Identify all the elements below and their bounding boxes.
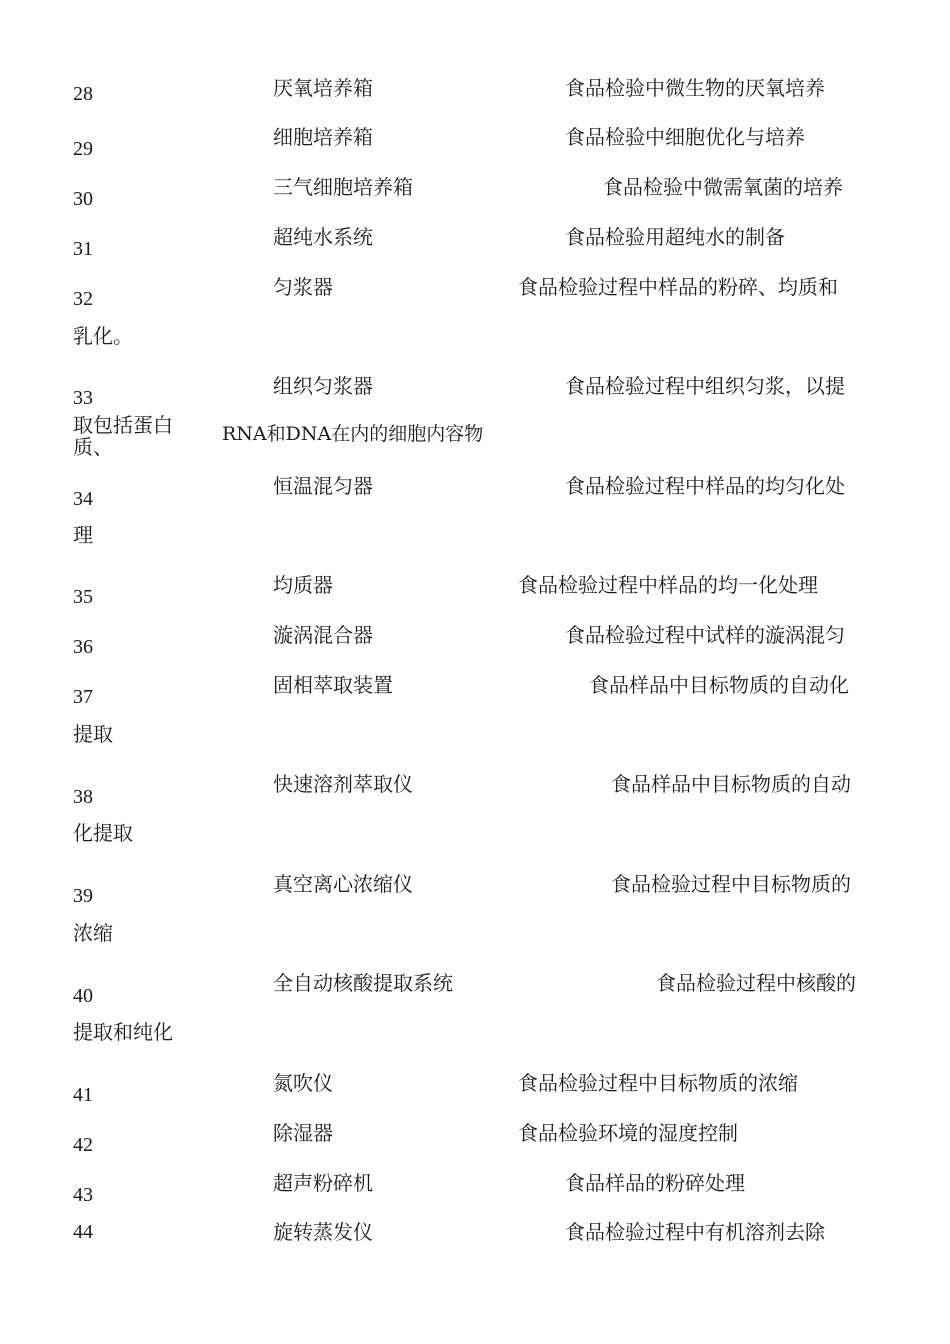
equipment-name: 均质器 (273, 573, 333, 597)
row-number: 40 (73, 985, 93, 1007)
row-number: 43 (73, 1184, 93, 1206)
equipment-use: 食品检验过程中样品的均一化处理 (518, 573, 818, 597)
equipment-use: 食品检验环境的湿度控制 (518, 1121, 738, 1145)
equipment-use-continued: 乳化。 (73, 324, 133, 348)
equipment-use-continued: 浓缩 (73, 921, 113, 945)
row-number: 35 (73, 586, 93, 608)
equipment-name: 细胞培养箱 (273, 125, 373, 149)
equipment-use: 食品检验过程中试样的漩涡混匀 (565, 623, 845, 647)
equipment-name: 真空离心浓缩仪 (273, 872, 413, 896)
equipment-use: 食品样品中目标物质的自动 (611, 772, 851, 796)
row-number: 30 (73, 188, 93, 210)
row-number: 42 (73, 1134, 93, 1156)
equipment-use-continued: 理 (73, 523, 93, 547)
equipment-use: 食品检验过程中目标物质的 (611, 872, 851, 896)
equipment-name: 除湿器 (273, 1121, 333, 1145)
equipment-name: 厌氧培养箱 (273, 76, 373, 100)
equipment-use: 食品检验过程中组织匀浆，以提 (565, 374, 845, 398)
equipment-name: 三气细胞培养箱 (273, 175, 413, 199)
equipment-use-continued: 提取和纯化 (73, 1020, 173, 1044)
row-number: 44 (73, 1221, 93, 1243)
equipment-use-continued: 化提取 (73, 821, 133, 845)
row-number: 33 (73, 387, 93, 409)
equipment-name: 全自动核酸提取系统 (273, 971, 453, 995)
row-number: 38 (73, 786, 93, 808)
equipment-use-continued-2: RNA和DNA在内的细胞内容物 (222, 423, 484, 445)
row-number: 34 (73, 488, 93, 510)
equipment-name: 恒温混匀器 (273, 474, 373, 498)
row-number: 32 (73, 288, 93, 310)
row-number: 29 (73, 138, 93, 160)
equipment-use: 食品样品的粉碎处理 (565, 1171, 745, 1195)
equipment-name: 超声粉碎机 (273, 1171, 373, 1195)
equipment-name: 快速溶剂萃取仪 (273, 772, 413, 796)
row-number: 36 (73, 636, 93, 658)
equipment-use: 食品检验过程中目标物质的浓缩 (518, 1071, 798, 1095)
equipment-use-continued: 取包括蛋白质、 (73, 413, 173, 459)
equipment-use: 食品检验过程中核酸的 (656, 971, 856, 995)
row-number: 39 (73, 885, 93, 907)
equipment-use: 食品检验过程中有机溶剂去除 (565, 1220, 825, 1244)
equipment-use: 食品检验过程中样品的均匀化处 (565, 474, 845, 498)
equipment-name: 组织匀浆器 (273, 374, 373, 398)
equipment-name: 旋转蒸发仪 (273, 1220, 373, 1244)
equipment-use: 食品检验用超纯水的制备 (565, 225, 785, 249)
equipment-use: 食品检验中细胞优化与培养 (565, 125, 805, 149)
equipment-use: 食品样品中目标物质的自动化 (589, 673, 849, 697)
equipment-name: 匀浆器 (273, 275, 333, 299)
equipment-use: 食品检验过程中样品的粉碎、均质和 (518, 275, 838, 299)
row-number: 41 (73, 1084, 93, 1106)
row-number: 31 (73, 238, 93, 260)
equipment-name: 固相萃取装置 (273, 673, 393, 697)
equipment-name: 超纯水系统 (273, 225, 373, 249)
equipment-use: 食品检验中微需氧菌的培养 (603, 175, 843, 199)
row-number: 37 (73, 686, 93, 708)
row-number: 28 (73, 83, 93, 105)
equipment-name: 漩涡混合器 (273, 623, 373, 647)
equipment-use-continued: 提取 (73, 722, 113, 746)
equipment-use: 食品检验中微生物的厌氧培养 (565, 76, 825, 100)
equipment-name: 氮吹仪 (273, 1071, 333, 1095)
